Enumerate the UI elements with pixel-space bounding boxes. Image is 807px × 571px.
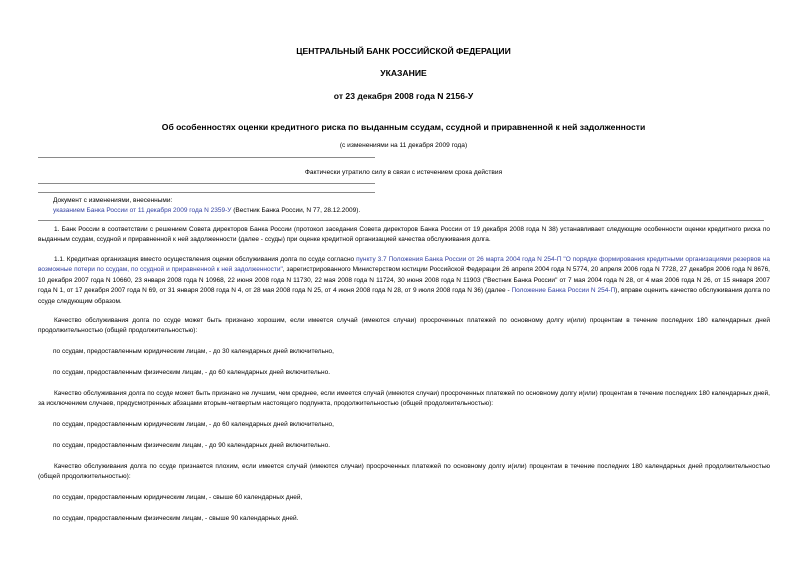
list-item: по ссудам, предоставленным физическим лицам, - до 90 календарных дней включительно. xyxy=(53,442,331,449)
divider xyxy=(38,157,375,158)
divider xyxy=(38,220,764,221)
regulation-254p-short-link[interactable]: Положение Банка России N 254-П xyxy=(511,287,616,295)
amendment-source: (Вестник Банка России, N 77, 28.12.2009). xyxy=(231,207,361,214)
changes-label: Документ с изменениями, внесенными: xyxy=(53,197,173,204)
amendments-note: (с изменениями на 11 декабря 2009 года) xyxy=(339,142,468,149)
document-title: Об особенностях оценки кредитного риска по выданным ссудам, ссудной и приравненной к ней задолженности xyxy=(161,122,646,132)
document-type: УКАЗАНИЕ xyxy=(380,68,427,78)
paragraph-average-quality: Качество обслуживания долга по ссуде может быть признано не лучшим, чем среднее, если имеется случай (имеются случаи) просроченных платежей по основному долгу и(или) процентам в течение последних 180 календарных дней, за исключением случаев, предусмотренных абзацами вторым-четвертым настоящего подпункта, продолжительностью (общей продолжительностью): xyxy=(38,390,770,408)
amendment-link[interactable]: указанием Банка России от 11 декабря 2009 года N 2359-У xyxy=(53,207,232,214)
paragraph-1: 1. Банк России в соответствии с решением Совета директоров Банка России (протокол заседания Совета директоров Банка России от 19 декабря 2008 года N 38) устанавливает следующие особенности оценки кредитного риска по выданным ссудам, ссудной и приравненной к ней задолженности (далее - ссуды) при оценке кредитной организацией качества обслуживания долга. xyxy=(38,226,770,244)
list-item: по ссудам, предоставленным юридическим лицам, - до 30 календарных дней включительно, xyxy=(53,348,334,355)
divider xyxy=(38,192,375,193)
paragraph-good-quality: Качество обслуживания долга по ссуде может быть признано хорошим, если имеется случай (имеются случаи) просроченных платежей по основному долгу и(или) процентам в течение последних 180 календарных дней продолжительностью (общей продолжительностью): xyxy=(38,317,770,335)
paragraph-poor-quality: Качество обслуживания долга по ссуде признается плохим, если имеется случай (имеются случаи) просроченных платежей по основному долгу и(или) процентам в течение последних 180 календарных дней продолжительностью (общей продолжительностью): xyxy=(38,463,770,481)
list-item: по ссудам, предоставленным юридическим лицам, - свыше 60 календарных дней, xyxy=(53,494,303,501)
list-item: по ссудам, предоставленным физическим лицам, - свыше 90 календарных дней. xyxy=(53,515,299,522)
issuer-heading: ЦЕНТРАЛЬНЫЙ БАНК РОССИЙСКОЙ ФЕДЕРАЦИИ xyxy=(296,46,511,56)
changes-reference xyxy=(53,206,360,216)
document-date-number: от 23 декабря 2008 года N 2156-У xyxy=(333,91,474,101)
repealed-note: Фактически утратило силу в связи с истечением срока действия xyxy=(304,169,503,176)
list-item: по ссудам, предоставленным физическим лицам, - до 60 календарных дней включительно. xyxy=(53,369,331,376)
paragraph-1-1: 1.1. Кредитная организация вместо осуществления оценки обслуживания долга по ссуде согласно пункту 3.7 Положения Банка России от 26 марта 2004 года N 254-П "О порядке формирования кредитными организациями резервов на возможные потери по ссудам, по ссудной и приравненной к ней задолженности", зарегистрированного Министерством юстиции Российской Федерации 26 апреля 2004 года N 5774, 20 апреля 2006 года N 7728, 27 декабря 2006 года N 8676, 10 декабря 2007 года N 10660, 23 января 2008 года N 10968, 22 июня 2008 года N 11730, 22 мая 2008 года N 11724, 30 июня 2008 года N 11903 ("Вестник Банка России" от 7 мая 2004 года N 28, от 4 мая 2006 года N 26, от 15 января 2007 года N 1, от 17 декабря 2007 года N 69, от 31 января 2008 года N 4, от 28 мая 2008 года N 25, от 4 июня 2008 года N 28, от 9 июля 2008 года N 36) (далее - Положение Банка России N 254-П), вправе оценить качество обслуживания долга по ссуде следующим образом. xyxy=(38,256,771,305)
list-item: по ссудам, предоставленным юридическим лицам, - до 60 календарных дней включительно, xyxy=(53,421,334,428)
regulation-254p-link[interactable]: пункту 3.7 Положения Банка России от 26 марта 2004 года N 254-П "О порядке формирования кредитными организациями резервов на возможные потери по ссудам, по ссудной и приравненной к ней задолженности" xyxy=(38,256,771,274)
divider xyxy=(38,183,375,184)
